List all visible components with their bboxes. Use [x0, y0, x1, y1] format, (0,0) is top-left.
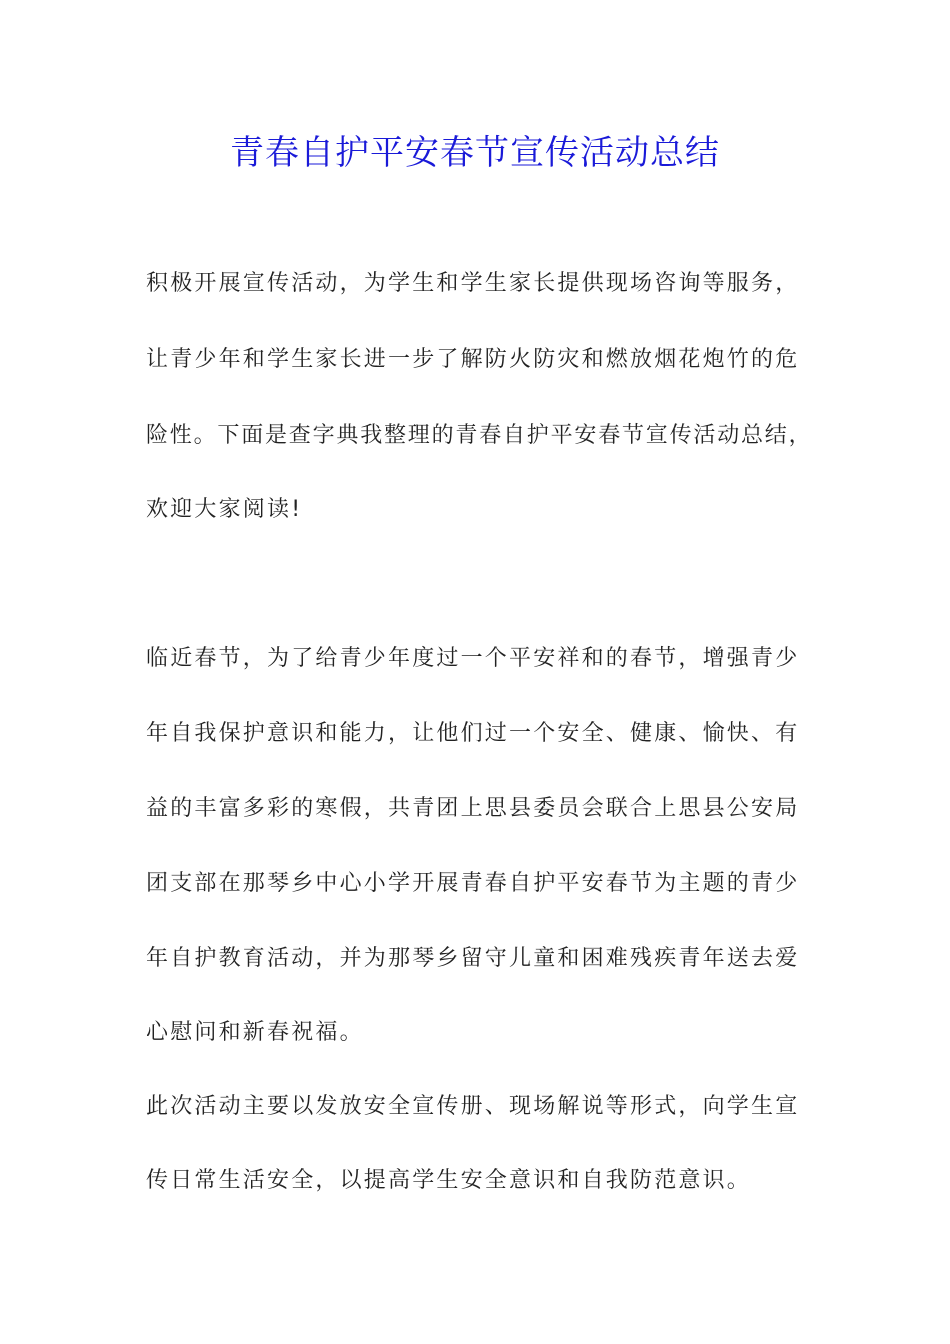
- paragraph-2-line-2: 年自我保护意识和能力，让他们过一个安全、健康、愉快、有: [146, 721, 800, 746]
- paragraph-2-line-5: 年自护教育活动，并为那琴乡留守儿童和困难残疾青年送去爱: [146, 946, 800, 971]
- paragraph-2-line-4: 团支部在那琴乡中心小学开展青春自护平安春节为主题的青少: [146, 871, 800, 896]
- paragraph-1-line-2: 让青少年和学生家长进一步了解防火防灾和燃放烟花炮竹的危: [146, 347, 800, 372]
- paragraph-3-line-2: 传日常生活安全，以提高学生安全意识和自我防范意识。: [146, 1168, 752, 1193]
- paragraph-1-line-3: 险性。下面是查字典我整理的青春自护平安春节宣传活动总结，: [146, 423, 813, 448]
- paragraph-2-line-3: 益的丰富多彩的寒假，共青团上思县委员会联合上思县公安局: [146, 796, 800, 821]
- document-title: 青春自护平安春节宣传活动总结: [230, 133, 720, 173]
- paragraph-1-line-1: 积极开展宣传活动，为学生和学生家长提供现场咨询等服务，: [146, 271, 800, 296]
- paragraph-2-line-6: 心慰问和新春祝福。: [146, 1020, 364, 1045]
- paragraph-3-line-1: 此次活动主要以发放安全宣传册、现场解说等形式，向学生宣: [146, 1094, 800, 1119]
- paragraph-1-line-4: 欢迎大家阅读!: [146, 497, 303, 522]
- paragraph-2-line-1: 临近春节，为了给青少年度过一个平安祥和的春节，增强青少: [146, 646, 800, 671]
